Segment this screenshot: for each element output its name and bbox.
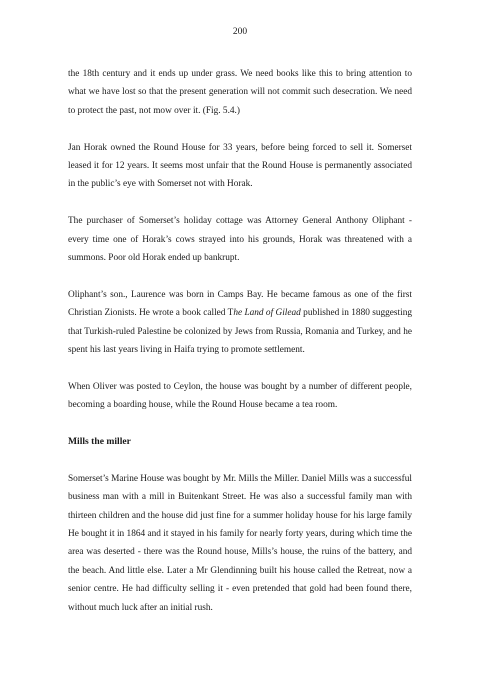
paragraph-laurence-text-end: published in 1880 suggesting that Turkish-ruled Palestine be colonized by Jews from Russia, Romania and Turkey, and he spent his last years living in Haifa trying to promote settlement. [68,308,412,356]
paragraph-laurence-oliphant [68,286,412,360]
paragraph-grass: the 18th century and it ends up under grass. We need books like this to bring attention to what we have lost so that the present generation will not commit such desecration. We need to protect the past, not mow over it. (Fig. 5.4.) [68,69,412,116]
paragraph-horak-round-house: Jan Horak owned the Round House for 33 years, before being forced to sell it. Somerset leased it for 12 years. It seems most unfair that the Round House is permanently associated in the public’s eye with Somerset not with Horak. [68,142,412,190]
book-title: he Land of Gilead [233,308,301,319]
paragraph-mills: Somerset’s Marine House was bought by Mr. Mills the Miller. Daniel Mills was a successful business man with a mill in Buitenkant Street. He was also a successful family man with thirteen children and the house did just fine for a summer holiday house for his large family He bought it in 1864 and it stayed in his family for nearly forty years, during which time the area was deserted - there was the Round house, Mills’s house, the ruins of the battery, and the beach. And little else. Later a Mr Glendinning built his house called the Retreat, now a senior centre. He had difficulty selling it - even pretended that gold had been found there, without much luck after an initial rush. [68,473,412,613]
paragraph-laurence-text-start: Oliphant’s son., Laurence was born in Camps Bay. He became famous as one of the first Christian Zionists. He wrote a book called T [68,289,412,319]
paragraph-oliphant-purchaser: The purchaser of Somerset’s holiday cottage was Attorney General Anthony Oliphant - every time one of Horak’s cows strayed into his grounds, Horak was threatened with a summons. Poor old Horak ended up bankrupt. [68,216,412,264]
page-number: 200 [232,27,248,37]
paragraph-ceylon: When Oliver was posted to Ceylon, the house was bought by a number of different people, becoming a boarding house, while the Round House became a tea room. [68,381,412,411]
body-text [68,65,412,617]
section-heading: Mills the miller [68,436,131,448]
